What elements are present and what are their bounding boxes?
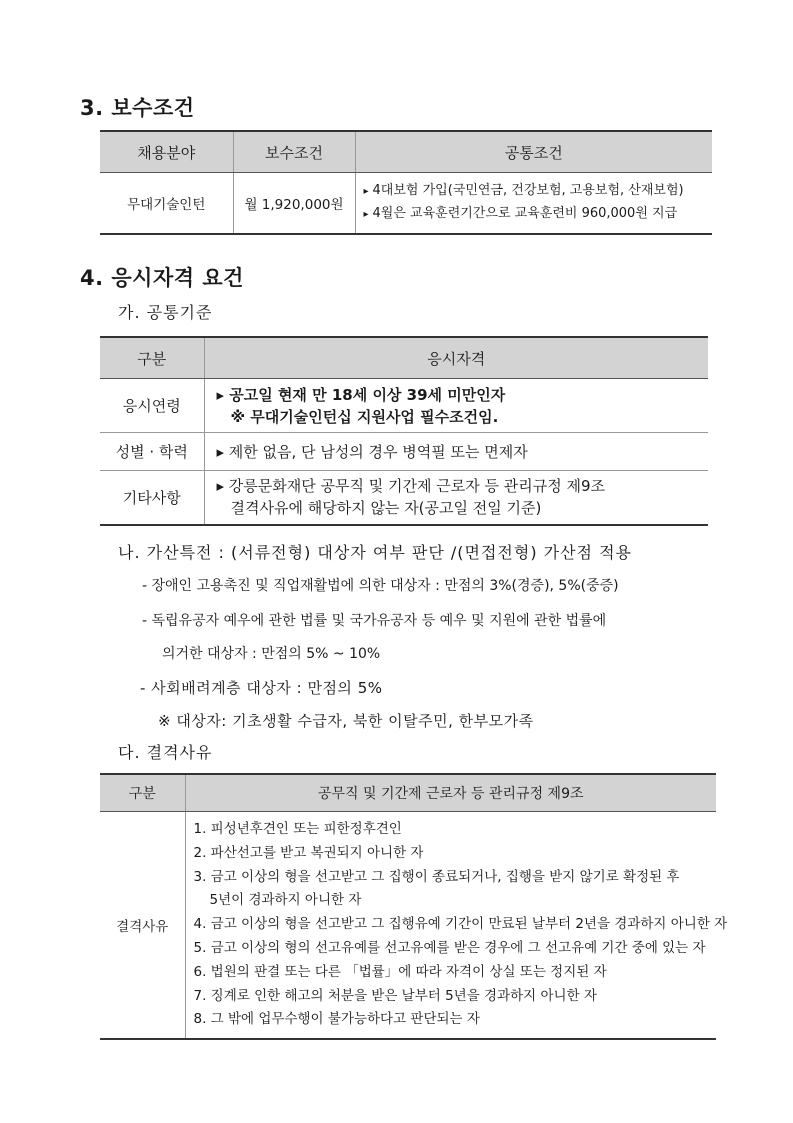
bonus-note: ※ 대상자: 기초생활 수급자, 북한 이탈주민, 한부모가족 bbox=[158, 712, 534, 730]
value-line: ▸ 제한 없음, 단 남성의 경우 병역필 또는 면제자 bbox=[216, 442, 528, 461]
eligibility-table bbox=[100, 336, 708, 526]
header-regulation: 공무직 및 기간제 근로자 등 관리규정 제9조 bbox=[185, 774, 716, 812]
row-value bbox=[204, 379, 708, 433]
condition-text: 4월은 교육훈련기간으로 교육훈련비 960,000원 지급 bbox=[372, 206, 678, 221]
condition-line bbox=[364, 203, 712, 226]
conditions-cell bbox=[355, 173, 712, 235]
bonus-line: - 사회배려계층 대상자 : 만점의 5% bbox=[140, 679, 383, 697]
table-row bbox=[100, 812, 716, 1040]
pay-table-header bbox=[100, 131, 712, 173]
table-row bbox=[100, 379, 708, 433]
header-field: 채용분야 bbox=[100, 131, 233, 173]
section-3-title: 3. 보수조건 bbox=[80, 96, 195, 120]
pay-cell: 월 1,920,000원 bbox=[233, 173, 355, 235]
list-item: 4. 금고 이상의 형을 선고받고 그 집행유예 기간이 만료된 날부터 2년을 경과하지 아니한 자 bbox=[193, 916, 728, 933]
list-item: 3. 금고 이상의 형을 선고받고 그 집행이 종료되거나, 집행을 받지 않기로 확정된 후 5년이 경과하지 아니한 자 bbox=[193, 868, 680, 909]
header-category: 구분 bbox=[100, 337, 204, 379]
header-pay: 보수조건 bbox=[233, 131, 355, 173]
bonus-line: - 독립유공자 예우에 관한 법률 및 국가유공자 등 예우 및 지원에 관한 법률에 bbox=[142, 613, 607, 629]
value-line: ▸ 공고일 현재 만 18세 이상 39세 미만인자 bbox=[216, 385, 506, 404]
disqualification-table bbox=[100, 773, 728, 1040]
list-item: 7. 징계로 인한 해고의 처분을 받은 날부터 5년을 경과하지 아니한 자 bbox=[193, 987, 597, 1004]
list-item: 8. 그 밖에 업무수행이 불가능하다고 판단되는 자 bbox=[193, 1011, 480, 1028]
condition-line bbox=[364, 180, 712, 203]
eligibility-header bbox=[100, 337, 708, 379]
bonus-line: - 장애인 고용촉진 및 직업재활법에 의한 대상자 : 만점의 3%(경증), 5%(중증) bbox=[142, 578, 619, 594]
list-item: 2. 파산선고를 받고 복권되지 아니한 자 bbox=[193, 844, 424, 861]
subsection-c: 다. 결격사유 bbox=[118, 743, 213, 762]
reasons-cell bbox=[185, 812, 728, 1040]
table-row bbox=[100, 173, 712, 235]
disqualification-header bbox=[100, 774, 716, 812]
table-row bbox=[100, 471, 708, 525]
value-line: 결격사유에 해당하지 않는 자(공고일 전일 기준) bbox=[230, 499, 542, 518]
header-common: 공통조건 bbox=[355, 131, 712, 173]
list-item: 5. 금고 이상의 형의 선고유예를 선고유예를 받은 경우에 그 선고유예 기간 중에 있는 자 bbox=[193, 939, 706, 956]
value-line: ※ 무대기술인턴십 지원사업 필수조건임. bbox=[230, 407, 499, 426]
pay-table bbox=[100, 130, 712, 235]
row-label: 결격사유 bbox=[116, 919, 169, 936]
row-label: 기타사항 bbox=[100, 471, 204, 525]
bullet-triangle-icon: ▸ bbox=[363, 186, 369, 197]
header-category: 구분 bbox=[100, 774, 185, 812]
section-4-title: 4. 응시자격 요건 bbox=[80, 266, 244, 290]
list-item: 6. 법원의 판결 또는 다른 「법률」에 따라 자격이 상실 또는 정지된 자 bbox=[193, 963, 607, 980]
subsection-b: 나. 가산특전 : (서류전형) 대상자 여부 판단 /(면접전형) 가산점 적용 bbox=[118, 543, 633, 562]
bonus-line: 의거한 대상자 : 만점의 5% ~ 10% bbox=[162, 646, 381, 662]
reasons-list bbox=[193, 818, 728, 1032]
header-eligibility: 응시자격 bbox=[204, 337, 708, 379]
field-cell: 무대기술인턴 bbox=[127, 197, 206, 213]
value-line: ▸ 강릉문화재단 공무직 및 기간제 근로자 등 관리규정 제9조 bbox=[216, 477, 605, 496]
table-row bbox=[100, 433, 708, 471]
row-value bbox=[204, 471, 708, 525]
row-value bbox=[204, 433, 708, 471]
row-label: 성별 · 학력 bbox=[100, 433, 204, 471]
list-item: 1. 피성년후견인 또는 피한정후견인 bbox=[193, 821, 402, 837]
bullet-triangle-icon: ▸ bbox=[363, 209, 369, 220]
subsection-a: 가. 공통기준 bbox=[118, 303, 213, 322]
condition-text: 4대보험 가입(국민연금, 건강보험, 고용보험, 산재보험) bbox=[372, 183, 684, 198]
row-label: 응시연령 bbox=[100, 379, 204, 433]
